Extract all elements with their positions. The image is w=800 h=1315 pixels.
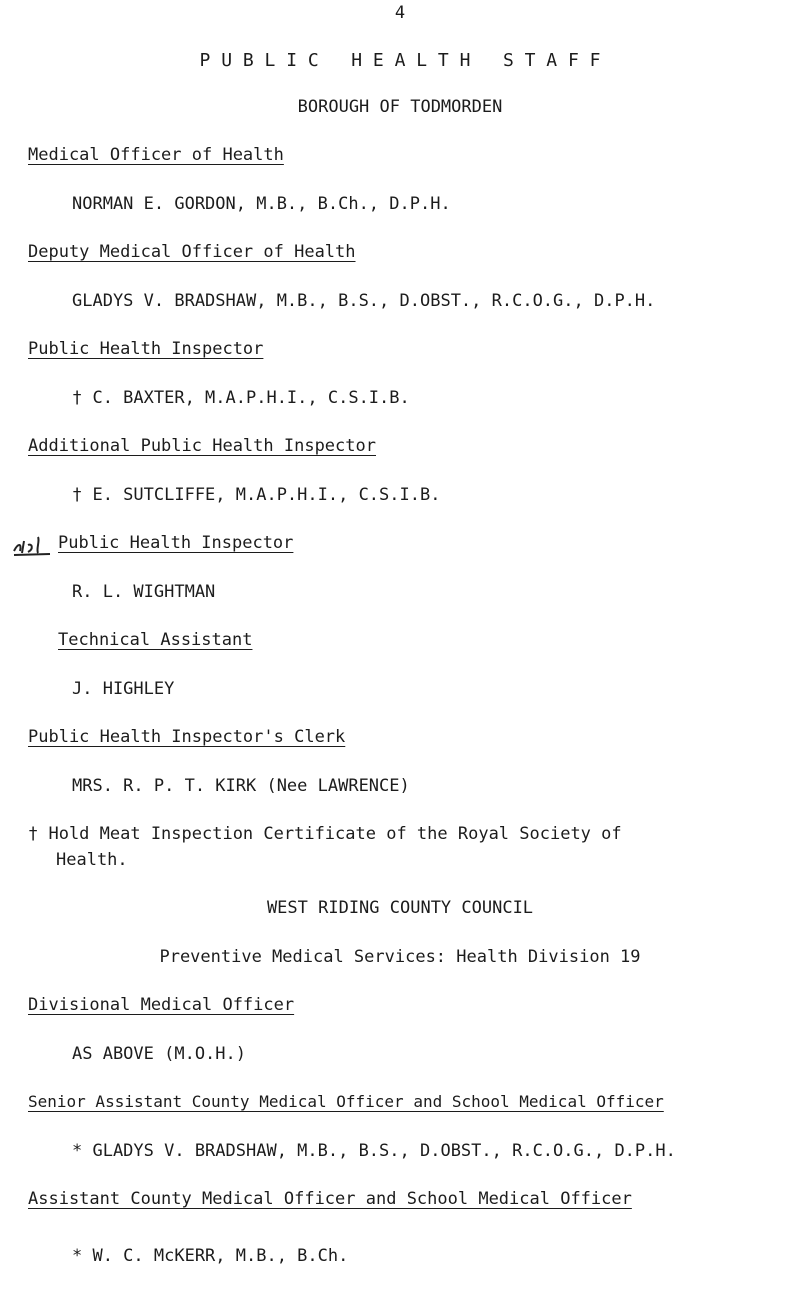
section-heading-additional-phi: Additional Public Health Inspector (28, 436, 376, 456)
council-title: WEST RIDING COUNTY COUNCIL (266, 898, 534, 918)
council-subtitle: Preventive Medical Services: Health Division 19 (159, 947, 641, 967)
staff-name-deputy-moh: GLADYS V. BRADSHAW, M.B., B.S., D.OBST., R.C.O.G., D.P.H. (72, 291, 656, 311)
staff-name-moh: NORMAN E. GORDON, M.B., B.Ch., D.P.H. (72, 194, 451, 214)
footnote-line-2: Health. (56, 850, 128, 870)
staff-name-phi-2: R. L. WIGHTMAN (72, 582, 216, 602)
staff-name-divisional-mo: AS ABOVE (M.O.H.) (72, 1044, 246, 1064)
staff-name-acmo: * W. C. McKERR, M.B., B.Ch. (72, 1246, 349, 1266)
staff-name-additional-phi: † E. SUTCLIFFE, M.A.P.H.I., C.S.I.B. (72, 485, 441, 505)
section-heading-deputy-moh: Deputy Medical Officer of Health (28, 242, 356, 262)
staff-name-technical-assistant: J. HIGHLEY (72, 679, 175, 699)
section-heading-divisional-mo: Divisional Medical Officer (28, 995, 295, 1015)
section-heading-technical-assistant: Technical Assistant (58, 630, 253, 650)
section-heading-phi: Public Health Inspector (28, 339, 264, 359)
borough-subtitle: BOROUGH OF TODMORDEN (297, 97, 503, 117)
handwritten-mark-icon (12, 533, 52, 557)
section-heading-clerk: Public Health Inspector's Clerk (28, 727, 346, 747)
staff-name-clerk: MRS. R. P. T. KIRK (Nee LAWRENCE) (72, 776, 410, 796)
footnote-line-1: † Hold Meat Inspection Certificate of the Royal Society of (28, 824, 622, 844)
page-title: P U B L I C H E A L T H S T A F F (199, 50, 601, 71)
staff-name-senior-acmo: * GLADYS V. BRADSHAW, M.B., B.S., D.OBST., R.C.O.G., D.P.H. (72, 1141, 676, 1161)
section-heading-acmo: Assistant County Medical Officer and School Medical Officer (28, 1189, 632, 1209)
page-number: 4 (394, 3, 406, 23)
section-heading-phi-2: Public Health Inspector (58, 533, 294, 553)
section-heading-senior-acmo: Senior Assistant County Medical Officer and School Medical Officer (28, 1092, 664, 1111)
staff-name-phi: † C. BAXTER, M.A.P.H.I., C.S.I.B. (72, 388, 410, 408)
section-heading-moh: Medical Officer of Health (28, 145, 284, 165)
